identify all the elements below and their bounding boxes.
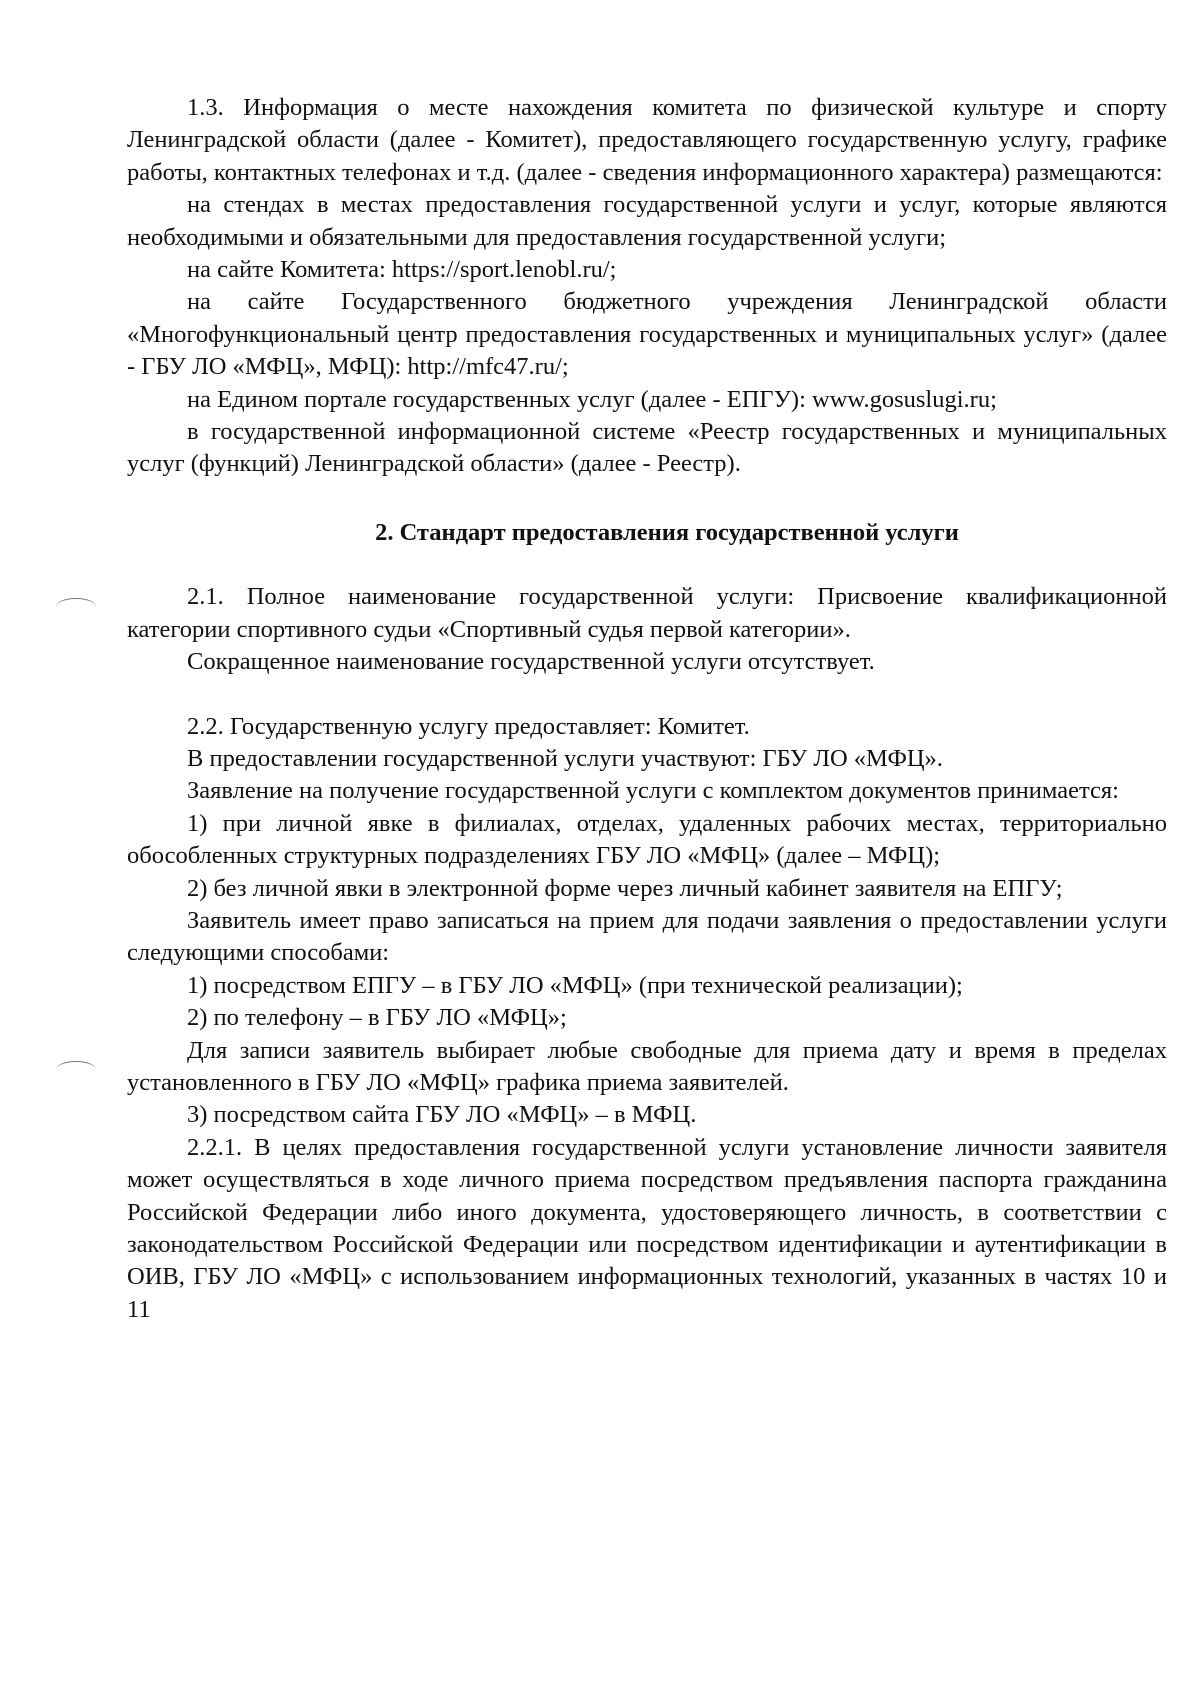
section-heading: 2. Стандарт предоставления государственной услуги	[375, 518, 959, 546]
paragraph-1-3: 1.3. Информация о месте нахождения комитета по физической культуре и спорту Ленинградской области (далее - Комитет), предоставляющего государственную услугу, графике работы, контактных телефонах и т.д. (далее - сведения информационного характера) размещаются:	[127, 94, 1167, 186]
paragraph-appointment-time: Для записи заявитель выбирает любые свободные для приема дату и время в пределах установленного в ГБУ ЛО «МФЦ» графика приема заявителей.	[127, 1036, 1167, 1096]
paragraph-participants: В предоставлении государственной услуги участвуют: ГБУ ЛО «МФЦ».	[187, 744, 943, 772]
list-item-in-person: 1) при личной явке в филиалах, отделах, удаленных рабочих местах, территориально обособленных структурных подразделениях ГБУ ЛО «МФЦ» (далее – МФЦ);	[127, 809, 1167, 870]
paragraph-application: Заявление на получение государственной услуги с комплектом документов принимается:	[187, 777, 1119, 805]
list-item-mfc-site: 3) посредством сайта ГБУ ЛО «МФЦ» – в МФЦ.	[187, 1101, 697, 1129]
paragraph-epgu: на Едином портале государственных услуг (далее - ЕПГУ): www.gosuslugi.ru;	[187, 385, 997, 413]
paragraph-2-1: 2.1. Полное наименование государственной услуги: Присвоение квалификационной категории спортивного судьи «Спортивный судья первой категории».	[127, 583, 1167, 643]
paragraph-short-name: Сокращенное наименование государственной услуги отсутствует.	[187, 648, 875, 676]
block-service-provider	[127, 711, 1167, 1327]
paragraph-registry: в государственной информационной системе «Реестр государственных и муниципальных услуг (функций) Ленинградской области» (далее - Реестр).	[127, 418, 1167, 478]
paragraph-2-2: 2.2. Государственную услугу предоставляет: Комитет.	[187, 712, 750, 740]
paragraph-committee-site: на сайте Комитета: https://sport.lenobl.ru/;	[187, 256, 617, 284]
document-page	[127, 92, 1167, 1326]
list-item-electronic: 2) без личной явки в электронной форме через личный кабинет заявителя на ЕПГУ;	[187, 874, 1063, 902]
list-item-phone: 2) по телефону – в ГБУ ЛО «МФЦ»;	[187, 1004, 567, 1032]
block-info-placement	[127, 92, 1167, 481]
list-item-epgu: 1) посредством ЕПГУ – в ГБУ ЛО «МФЦ» (при технической реализации);	[187, 971, 963, 999]
block-service-name	[127, 581, 1167, 678]
paragraph-appointment: Заявитель имеет право записаться на прием для подачи заявления о предоставлении услуги следующими способами:	[127, 906, 1167, 967]
paragraph-mfc-site: на сайте Государственного бюджетного учреждения Ленинградской области «Многофункциональный центр предоставления государственных и муниципальных услуг» (далее - ГБУ ЛО «МФЦ», МФЦ): http://mfc47.ru/;	[127, 288, 1167, 381]
margin-scan-mark	[56, 598, 96, 615]
paragraph-2-2-1: 2.2.1. В целях предоставления государственной услуги установление личности заявителя может осуществляться в ходе личного приема посредством предъявления паспорта гражданина Российской Федерации либо иного документа, удостоверяющего личность, в соответствии с законодательством Российской Федерации или посредством идентификации и аутентификации в ОИВ, ГБУ ЛО «МФЦ» с использованием информационных технологий, указанных в частях 10 и 11	[127, 1133, 1167, 1323]
paragraph-stands: на стендах в местах предоставления государственной услуги и услуг, которые являются необходимыми и обязательными для предоставления государственной услуги;	[127, 191, 1167, 251]
margin-scan-mark	[56, 1061, 96, 1078]
